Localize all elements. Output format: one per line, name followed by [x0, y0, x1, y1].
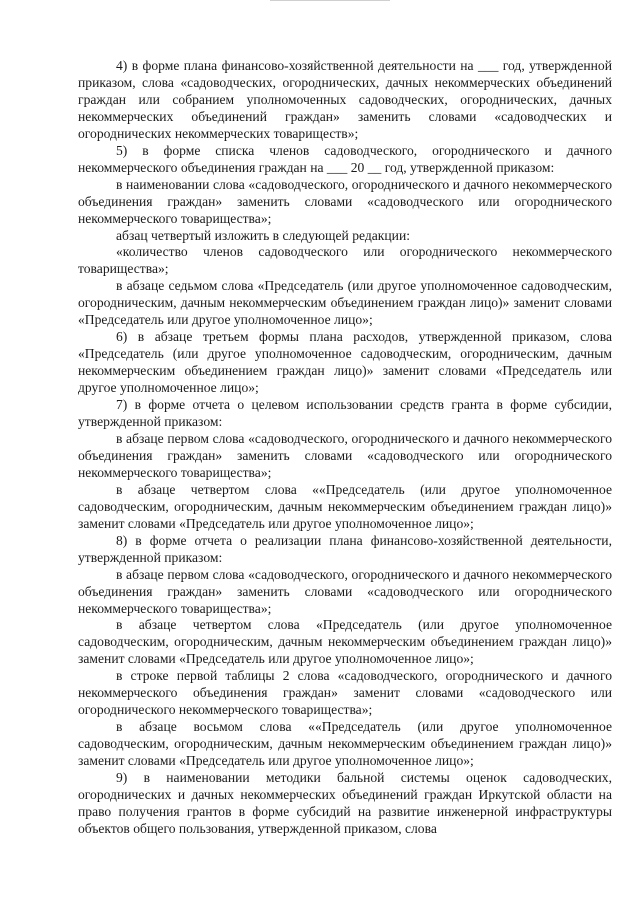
paragraph-item-5-members-list: 5) в форме списка членов садоводческого, огороднического и дачного некоммерческого объединения граждан на ___ 20 __ год, утвержденной приказом: — [78, 142, 612, 175]
document-body — [78, 58, 612, 838]
paragraph-members-count: «количество членов садоводческого или огороднического некоммерческого товарищества»; — [78, 244, 612, 277]
paragraph-seventh-abzac: в абзаце седьмом слова «Председатель (или другое уполномоченное садоводческим, огородническим, дачным некоммерческим объединением граждан лицо)» заменит словами «Председатель или другое уполномоченное лицо»; — [78, 278, 612, 328]
paragraph-item-6-expense-plan: 6) в абзаце третьем формы плана расходов, утвержденной приказом, слова «Председатель (или другое уполномоченное садоводческим, огородническим, дачным некоммерческим объединением граждан лицо)» заменит словами «Председатель или другое уполномоченное лицо»; — [78, 329, 612, 396]
page-top-edge — [270, 0, 390, 7]
paragraph-item-8-plan-report: 8) в форме отчета о реализации плана финансово-хозяйственной деятельности, утвержденной приказом: — [78, 532, 612, 565]
paragraph-table-2-row: в строке первой таблицы 2 слова «садоводческого, огороднического и дачного некоммерческого объединения граждан» заменит словами «садоводческого или огороднического некоммерческого товарищества»; — [78, 668, 612, 718]
paragraph-title-change: в наименовании слова «садоводческого, огороднического и дачного некоммерческого объединения граждан» заменить словами «садоводческого или огороднического некоммерческого товарищества»; — [78, 176, 612, 226]
paragraph-item-7-grant-report: 7) в форме отчета о целевом использовании средств гранта в форме субсидии, утвержденной приказом: — [78, 397, 612, 430]
paragraph-fourth-abzac-7: в абзаце четвертом слова ««Председатель (или другое уполномоченное садоводческим, огородническим, дачным некоммерческим объединением граждан лицо)» заменит словами «Председатель или другое уполномоченное лицо»; — [78, 481, 612, 531]
paragraph-fourth-abzac-8: в абзаце четвертом слова «Председатель (или другое уполномоченное садоводческим, огородническим, дачным некоммерческим объединением граждан лицо)» заменит словами «Председатель или другое уполномоченное лицо»; — [78, 617, 612, 667]
paragraph-fourth-abzac: абзац четвертый изложить в следующей редакции: — [116, 227, 411, 243]
paragraph-item-4-finance-plan: 4) в форме плана финансово-хозяйственной деятельности на ___ год, утвержденной приказом, слова «садоводческих, огороднических, дачных некоммерческих объединений граждан или собранием уполномоченных садоводческих, огороднических, дачных некоммерческих объединений граждан» заменить словами «садоводческих и огороднических некоммерческих товариществ»; — [78, 58, 612, 141]
paragraph-eighth-abzac-8: в абзаце восьмом слова ««Председатель (или другое уполномоченное садоводческим, огородническим, дачным некоммерческим объединением граждан лицо)» заменит словами «Председатель или другое уполномоченное лицо»; — [78, 719, 612, 769]
paragraph-first-abzac-8: в абзаце первом слова «садоводческого, огороднического и дачного некоммерческого объединения граждан» заменить словами «садоводческого или огороднического некоммерческого товарищества»; — [78, 566, 612, 616]
paragraph-first-abzac-7: в абзаце первом слова «садоводческого, огороднического и дачного некоммерческого объединения граждан» заменить словами «садоводческого или огороднического некоммерческого товарищества»; — [78, 430, 612, 480]
paragraph-item-9-method: 9) в наименовании методики бальной системы оценок садоводческих, огороднических и дачных некоммерческих объединений граждан Иркутской области на право получения грантов в форме субсидий на развитие инженерной инфраструктуры объектов общего пользования, утвержденной приказом, слова — [78, 770, 612, 836]
